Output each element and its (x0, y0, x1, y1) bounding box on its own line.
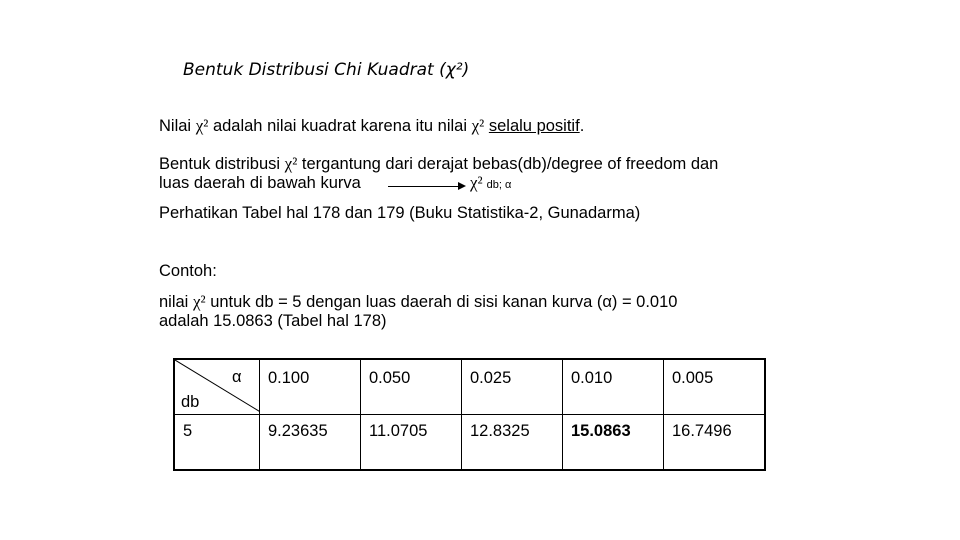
corner-alpha-label: α (232, 368, 242, 386)
chi-square-value: 12.8325 (470, 422, 530, 440)
chi-square-value: 16.7496 (672, 422, 732, 440)
chi-square-symbol: χ² (284, 154, 298, 173)
table-db-cell (174, 415, 260, 471)
table-corner-cell (174, 359, 260, 415)
text: tergantung dari derajat bebas(db)/degree of freedom dan (301, 155, 719, 173)
table-cell (260, 415, 361, 471)
alpha-value: 0.050 (369, 369, 411, 387)
chi-square-symbol: χ² (470, 173, 483, 192)
example-line1 (159, 292, 677, 312)
highlighted-chi-square-value: 15.0863 (571, 422, 631, 440)
text: adalah nilai kuadrat karena itu nilai (212, 117, 468, 135)
table-reference-note: Perhatikan Tabel hal 178 dan 179 (Buku Statistika-2, Gunadarma) (159, 204, 641, 222)
arrow-right-icon (458, 182, 466, 190)
table-cell (361, 415, 462, 471)
db-value: 5 (183, 422, 193, 440)
alpha-value: 0.005 (672, 369, 714, 387)
alpha-value: 0.010 (571, 369, 613, 387)
chi-square-value: 9.23635 (268, 422, 328, 440)
table-row (174, 415, 765, 471)
table-header-cell (563, 359, 664, 415)
table-cell (563, 415, 664, 471)
example-line2: adalah 15.0863 (Tabel hal 178) (159, 312, 387, 330)
emphasis-text: selalu positif (488, 117, 580, 135)
alpha-value: 0.100 (268, 369, 310, 387)
alpha-value: 0.025 (470, 369, 512, 387)
chi-square-table (173, 358, 766, 471)
chi-square-value: 11.0705 (369, 422, 428, 440)
text: Bentuk distribusi (159, 155, 281, 173)
table-cell (462, 415, 563, 471)
chi-square-symbol: χ² (195, 116, 209, 135)
page-title: Bentuk Distribusi Chi Kuadrat (χ²) (183, 60, 470, 80)
example-label: Contoh: (159, 262, 217, 280)
text: Nilai (159, 117, 192, 135)
notation-subscript: db; α (486, 179, 512, 191)
distribution-statement-line1 (159, 154, 718, 174)
table-header-cell (260, 359, 361, 415)
arrow-line (388, 186, 463, 187)
table-header-cell (361, 359, 462, 415)
table-cell (664, 415, 766, 471)
chi-square-positive-statement (159, 116, 584, 136)
text: nilai (159, 293, 189, 311)
table-header-cell (664, 359, 766, 415)
chi-square-symbol: χ² (192, 292, 206, 311)
table-header-cell (462, 359, 563, 415)
chi-square-notation (470, 173, 511, 193)
table-header-row (174, 359, 765, 415)
text: untuk db = 5 dengan luas daerah di sisi kanan kurva (α) = 0.010 (210, 293, 678, 311)
corner-db-label: db (181, 393, 200, 411)
chi-square-symbol: χ² (471, 116, 485, 135)
distribution-statement-line2: luas daerah di bawah kurva (159, 174, 361, 192)
text: . (579, 117, 585, 135)
